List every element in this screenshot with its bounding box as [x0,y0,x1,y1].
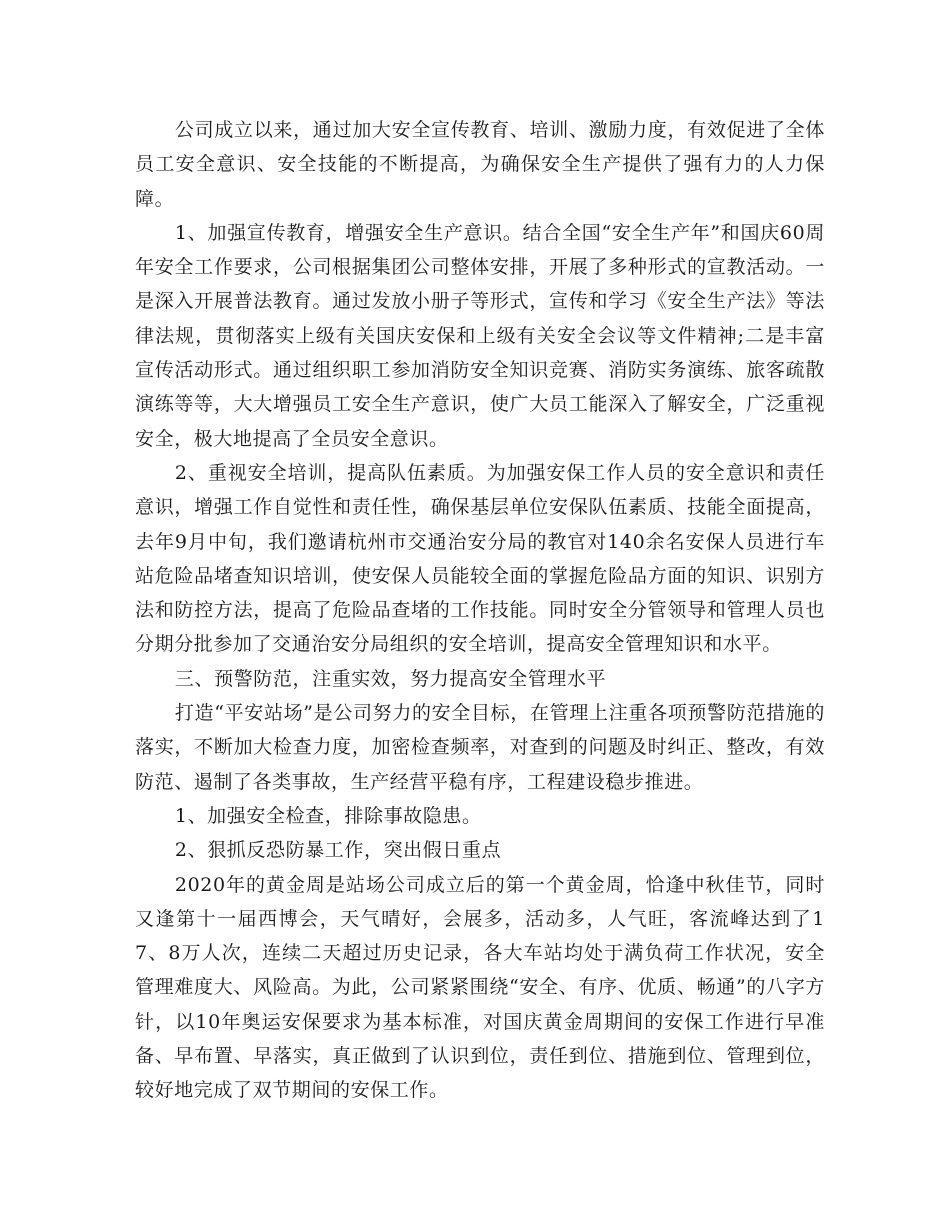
paragraph-6: 1、加强安全检查，排除事故隐患。 [174,804,482,827]
paragraph-5: 打造“平安站场”是公司努力的安全目标，在管理上注重各项预警防范措施的落实，不断加大检查力度，加密检查频率，对查到的问题及时纠正、整改，有效防范、遏制了各类事故，生产经营平稳有序，工程建设稳步推进。 [135,702,825,793]
section-heading: 三、预警防范，注重实效，努力提高安全管理水平 [174,667,607,690]
paragraph-7: 2、狠抓反恐防暴工作，突出假日重点 [174,839,502,862]
paragraph-1: 公司成立以来，通过加大安全宣传教育、培训、激励力度，有效促进了全体员工安全意识、安全技能的不断提高，为确保安全生产提供了强有力的人力保障。 [135,119,825,210]
paragraph-8: 2020年的黄金周是站场公司成立后的第一个黄金周，恰逢中秋佳节，同时又逢第十一届西博会，天气晴好，会展多，活动多，人气旺，客流峰达到了17、8万人次，连续二天超过历史记录，各大车站均处于满负荷工作状况，安全管理难度大、风险高。为此，公司紧紧围绕“安全、有序、优质、畅通”的八字方针，以10年奥运安保要求为基本标准，对国庆黄金周期间的安保工作进行早准备、早布置、早落实，真正做到了认识到位，责任到位、措施到位、管理到位，较好地完成了双节期间的安保工作。 [135,873,825,1102]
paragraph-2: 1、加强宣传教育，增强安全生产意识。结合全国“安全生产年”和国庆60周年安全工作要求，公司根据集团公司整体安排，开展了多种形式的宣教活动。一是深入开展普法教育。通过发放小册子等形式，宣传和学习《安全生产法》等法律法规，贯彻落实上级有关国庆安保和上级有关安全会议等文件精神;二是丰富宣传活动形式。通过组织职工参加消防安全知识竞赛、消防实务演练、旅客疏散演练等等，大大增强员工安全生产意识，使广大员工能深入了解安全，广泛重视安全，极大地提高了全员安全意识。 [135,221,825,450]
document-body [135,113,825,1108]
paragraph-3: 2、重视安全培训，提高队伍素质。为加强安保工作人员的安全意识和责任意识，增强工作自觉性和责任性，确保基层单位安保队伍素质、技能全面提高，去年9月中旬，我们邀请杭州市交通治安分局的教官对140余名安保人员进行车站危险品堵查知识培训，使安保人员能较全面的掌握危险品方面的知识、识别方法和防控方法，提高了危险品查堵的工作技能。同时安全分管领导和管理人员也分期分批参加了交通治安分局组织的安全培训，提高安全管理知识和水平。 [135,461,825,656]
